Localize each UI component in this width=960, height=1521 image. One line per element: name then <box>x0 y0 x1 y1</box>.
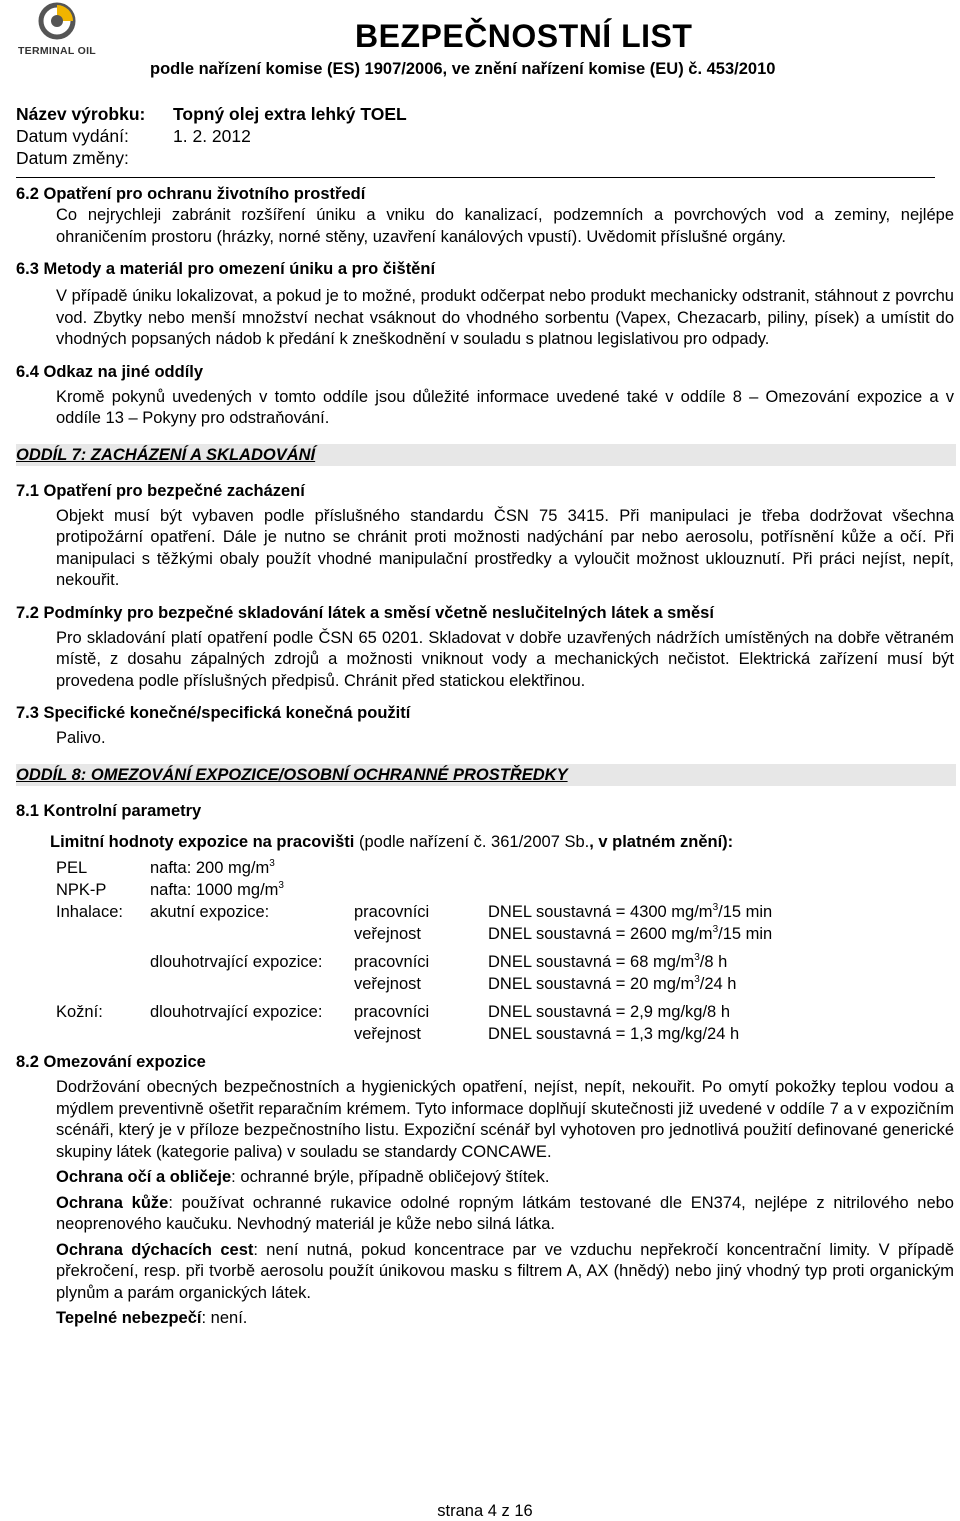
public-label: veřejnost <box>354 925 421 943</box>
product-value: Topný olej extra lehký TOEL <box>173 104 407 124</box>
public-label: veřejnost <box>354 975 421 993</box>
table-row <box>56 923 772 945</box>
limits-tail: , v platném znění): <box>589 832 734 851</box>
dnel-value: DNEL soustavná = 1,3 mg/kg/24 h <box>488 1025 740 1043</box>
document-meta <box>16 103 407 169</box>
public-label: veřejnost <box>354 1025 421 1043</box>
section-7-3-text: Palivo. <box>56 729 106 747</box>
product-row <box>16 103 407 125</box>
section-6-2-heading: 6.2 Opatření pro ochranu životního prostředí <box>16 185 366 203</box>
long-exposure: dlouhotrvající expozice: <box>150 1003 323 1021</box>
limits-rest: (podle nařízení č. 361/2007 Sb. <box>354 832 590 851</box>
eye-protection: Ochrana očí a obličeje: ochranné brýle, případně obličejový štítek. <box>56 1168 550 1186</box>
document-title: BEZPEČNOSTNÍ LIST <box>355 18 693 54</box>
npk-label: NPK-P <box>56 881 107 899</box>
terminal-oil-logo-icon <box>36 2 78 40</box>
section-7-1-text: Objekt musí být vybaven podle příslušného standardu ČSN 75 3415. Při manipulaci je třeba dodržovat všechna protipožární opatření. Dále je nutno se chránit proti možnosti nadýchání par nebo aerosolu, potřísnění kůže a očí. Při manipulaci s těžkými obaly použít vhodné manipulační prostředky a vyloučit možnost uklouznutí. Při práci nejíst, nepít, nekouřit. <box>56 506 954 589</box>
inhalation-label: Inhalace: <box>56 903 123 921</box>
table-row <box>56 995 772 1023</box>
company-logo <box>16 2 98 57</box>
exposure-limits-table <box>56 857 772 1045</box>
issue-date-value: 1. 2. 2012 <box>173 126 251 146</box>
page-number: strana 4 z 16 <box>437 1502 533 1520</box>
logo-text: TERMINAL OIL <box>17 45 97 57</box>
dnel-value: DNEL soustavná = 20 $mg/m^3/24$ h <box>488 974 737 993</box>
pel-label: PEL <box>56 859 88 877</box>
npk-value: nafta: 1000 $mg/m^3$ <box>150 880 284 899</box>
section-8-2-text: Dodržování obecných bezpečnostních a hygienických opatření, nejíst, nepít, nekouřit. Po omytí pokožky teplou vodou a mýdlem preventivně ošetřit reparačním krémem. Tyto informace doplňují skutečnosti již uvedené v oddíle 7 a v expozičním scénáři, který je v příloze bezpečnostního listu. Expoziční scénář byl vyhotoven pro jednotlivá použití definované generické skupiny látek (kategorie paliva) v souladu se standardy CONCAWE. <box>56 1078 954 1161</box>
section-7-3-heading: 7.3 Specifické konečné/specifická konečná použití <box>16 704 411 722</box>
limits-bold: Limitní hodnoty expozice na pracovišti <box>50 832 355 851</box>
acute-exposure: akutní expozice: <box>150 903 270 921</box>
dnel-value: DNEL soustavná = 68 $mg/m^3/8$ h <box>488 952 728 971</box>
skin-protection: Ochrana kůže: používat ochranné rukavice odolné ropným látkám testované dle EN374, nejlépe z nitrilového nebo neoprenového kaučuku. Nevhodný materiál je kůže nebo silná látka. <box>56 1193 954 1233</box>
workers-label: pracovníci <box>354 953 430 971</box>
workers-label: pracovníci <box>354 1003 430 1021</box>
section-6-3-text: V případě úniku lokalizovat, a pokud je to možné, produkt odčerpat nebo produkt mechanicky odstranit, stáhnout z povrchu vod. Zbytky nebo menší množství nechat vsáknout do vhodného sorbentu (Vapex, Chezacarb, piliny, písek) a umístit do vhodných popsaných nádob k předání k zneškodnění v souladu s platnou legislativou pro odpady. <box>56 287 954 348</box>
workers-label: pracovníci <box>354 903 430 921</box>
dermal-label: Kožní: <box>56 1003 103 1021</box>
long-exposure: dlouhotrvající expozice: <box>150 953 323 971</box>
change-date-label: Datum změny: <box>16 148 129 168</box>
section-8-2-heading: 8.2 Omezování expozice <box>16 1053 206 1071</box>
document-subtitle: podle nařízení komise (ES) 1907/2006, ve znění nařízení komise (EU) č. 453/2010 <box>150 60 776 78</box>
respiratory-protection: Ochrana dýchacích cest: není nutná, pokud koncentrace par ve vzduchu nepřekročí koncentrační limity. V případě překročení, resp. při tvorbě aerosolu použít únikovou masku s filtrem A, AX (hnědý) nebo jiný vhodný typ proti organickým plynům a parám organických látek. <box>56 1240 954 1302</box>
table-row <box>56 945 772 973</box>
limits-intro <box>16 832 948 854</box>
pel-value: nafta: 200 $mg/m^3$ <box>150 858 275 877</box>
section-8-1-heading: 8.1 Kontrolní parametry <box>16 801 202 820</box>
table-row <box>56 857 772 879</box>
section-6-3-heading: 6.3 Metody a materiál pro omezení úniku a pro čištění <box>16 260 436 278</box>
table-row <box>56 901 772 923</box>
change-date-row <box>16 147 407 169</box>
section-6-2-text: Co nejrychleji zabránit rozšíření úniku a vniku do kanalizací, podzemních a povrchových vod a zeminy, nejlépe ohraničením prostoru (hrázky, norné stěny, uzavření kanálových vpustí). Uvědomit příslušné orgány. <box>56 206 954 246</box>
section-8-bar: ODDÍL 8: OMEZOVÁNÍ EXPOZICE/OSOBNÍ OCHRANNÉ PROSTŘEDKY <box>16 764 956 786</box>
header-divider <box>16 177 935 178</box>
issue-date-label: Datum vydání: <box>16 126 129 146</box>
issue-date-row <box>16 125 407 147</box>
section-7-bar: ODDÍL 7: ZACHÁZENÍ A SKLADOVÁNÍ <box>16 444 956 466</box>
section-6-4-text: Kromě pokynů uvedených v tomto oddíle jsou důležité informace uvedené také v oddíle 8 – Omezování expozice a v oddíle 13 – Pokyny pro odstraňování. <box>56 387 954 427</box>
thermal-hazard: Tepelné nebezpečí: není. <box>56 1309 248 1327</box>
table-row <box>56 1023 772 1045</box>
dnel-value: DNEL soustavná = 4300 $mg/m^3/15$ min <box>488 902 773 921</box>
dnel-value: DNEL soustavná = 2,9 mg/kg/8 h <box>488 1003 730 1021</box>
table-row <box>56 973 772 995</box>
section-7-1-heading: 7.1 Opatření pro bezpečné zacházení <box>16 481 305 500</box>
section-6-4-heading: 6.4 Odkaz na jiné oddíly <box>16 362 204 381</box>
dnel-value: DNEL soustavná = 2600 $mg/m^3/15$ min <box>488 924 773 943</box>
table-row <box>56 879 772 901</box>
section-7-2-text: Pro skladování platí opatření podle ČSN 65 0201. Skladovat v dobře uzavřených nádržích umístěných na dobře větraném místě, z dosahu zápalných zdrojů a možnosti vniknout vody a mechanických nečistot. Elektrická zařízení musí být provedena podle příslušných předpisů. Chránit před statickou elektřinou. <box>56 628 954 690</box>
product-label: Název výrobku: <box>16 104 146 124</box>
section-7-2-heading: 7.2 Podmínky pro bezpečné skladování látek a směsí včetně neslučitelných látek a směsí <box>16 603 714 622</box>
document-body <box>16 183 956 1330</box>
